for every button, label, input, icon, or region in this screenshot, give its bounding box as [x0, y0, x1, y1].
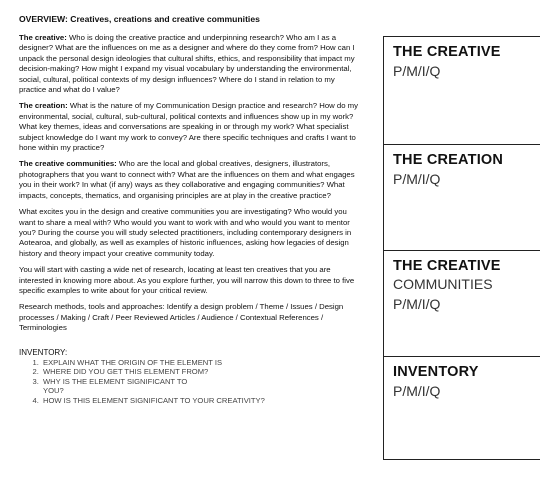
cell-title: INVENTORY — [393, 364, 479, 380]
section-communities — [19, 159, 359, 201]
cell-code: P/M/I/Q — [393, 63, 441, 79]
table-cell-creation[interactable] — [384, 144, 540, 250]
inventory-list — [19, 358, 359, 406]
table-cell-creative[interactable] — [384, 37, 540, 144]
document-title: OVERVIEW: Creatives, creations and creative communities — [19, 14, 260, 24]
section-text: What is the nature of my Communication Design practice and research? How do my environmental, social, cultural, sub-cultural, political contexts and influences show up in my work? What key themes, ideas and conversations are speaking in or through my work? What specialist subject knowledge do I want my work to convey? Are there specific techniques and crafts I want to hone within my practice? — [19, 101, 358, 153]
section-creation — [19, 101, 359, 153]
section-lead: The creative communities: — [19, 159, 117, 169]
section-text: Who are the local and global creatives, designers, illustrators, photographers that you want to connect with? What are the influences on them and what engages you in their work? In what (if any) ways as they collaborative and engaging communities? What impacts, concepts, thematics, and organising principles are at play in the creative practice? — [19, 159, 355, 200]
cell-title: THE CREATIVE — [393, 258, 501, 274]
cell-title: THE CREATION — [393, 152, 504, 168]
section-text: Who is doing the creative practice and underpinning research? Who am I as a designer? What are the influences on me as a designer and where do they come from? How can I unpack the personal design ideologies that cultural shifts, ethics, and responsibility that impact my decision-making? How might I expand my visual vocabulary by understanding the environmental, social, cultural, political contexts of my design influences? Where do I stand in relation to my practice and what do I value? — [19, 33, 355, 95]
cell-code: P/M/I/Q — [393, 383, 441, 399]
cell-subtitle: COMMUNITIES — [393, 276, 493, 292]
section-text: What excites you in the design and creative communities you are investigating? Who would you want to share a meal with? Who would you want to work with and who would you want to mentor you? During the course you will study selected practitioners, including contemporary designers in Aotearoa, and globally, as well as examples of historic influences, asking how legacies of design history and theory impact your creative community today. — [19, 207, 352, 258]
worksheet-table — [383, 36, 540, 460]
section-creative — [19, 33, 359, 95]
section-research-net — [19, 265, 359, 296]
cell-title: THE CREATIVE — [393, 44, 501, 60]
table-cell-communities[interactable] — [384, 250, 540, 356]
inventory-heading: INVENTORY: — [19, 347, 68, 357]
inventory-item: 1. EXPLAIN WHAT THE ORIGIN OF THE ELEMENT IS — [41, 358, 359, 368]
inventory-item: 4. HOW IS THIS ELEMENT SIGNIFICANT TO YOUR CREATIVITY? — [41, 396, 359, 406]
table-cell-inventory[interactable] — [384, 356, 540, 460]
inventory-item: 3. WHY IS THE ELEMENT SIGNIFICANT TO YOU? — [41, 377, 193, 396]
section-methods — [19, 302, 359, 333]
cell-code: P/M/I/Q — [393, 171, 441, 187]
section-text: Research methods, tools and approaches: Identify a design problem / Theme / Issues / Design processes / Making / Craft / Peer Reviewed Articles / Audience / Contextual References / Terminologies — [19, 302, 344, 333]
overview-document — [19, 14, 359, 406]
section-text: You will start with casting a wide net of research, locating at least ten creatives that you are interested in knowing more about. As you explore further, you will narrow this down to three to five specific examples to write about for your critical review. — [19, 265, 355, 295]
section-lead: The creation: — [19, 101, 68, 111]
cell-code: P/M/I/Q — [393, 296, 441, 312]
section-excites — [19, 207, 359, 259]
inventory-item: 2. WHERE DID YOU GET THIS ELEMENT FROM? — [41, 367, 359, 377]
section-lead: The creative: — [19, 33, 67, 42]
